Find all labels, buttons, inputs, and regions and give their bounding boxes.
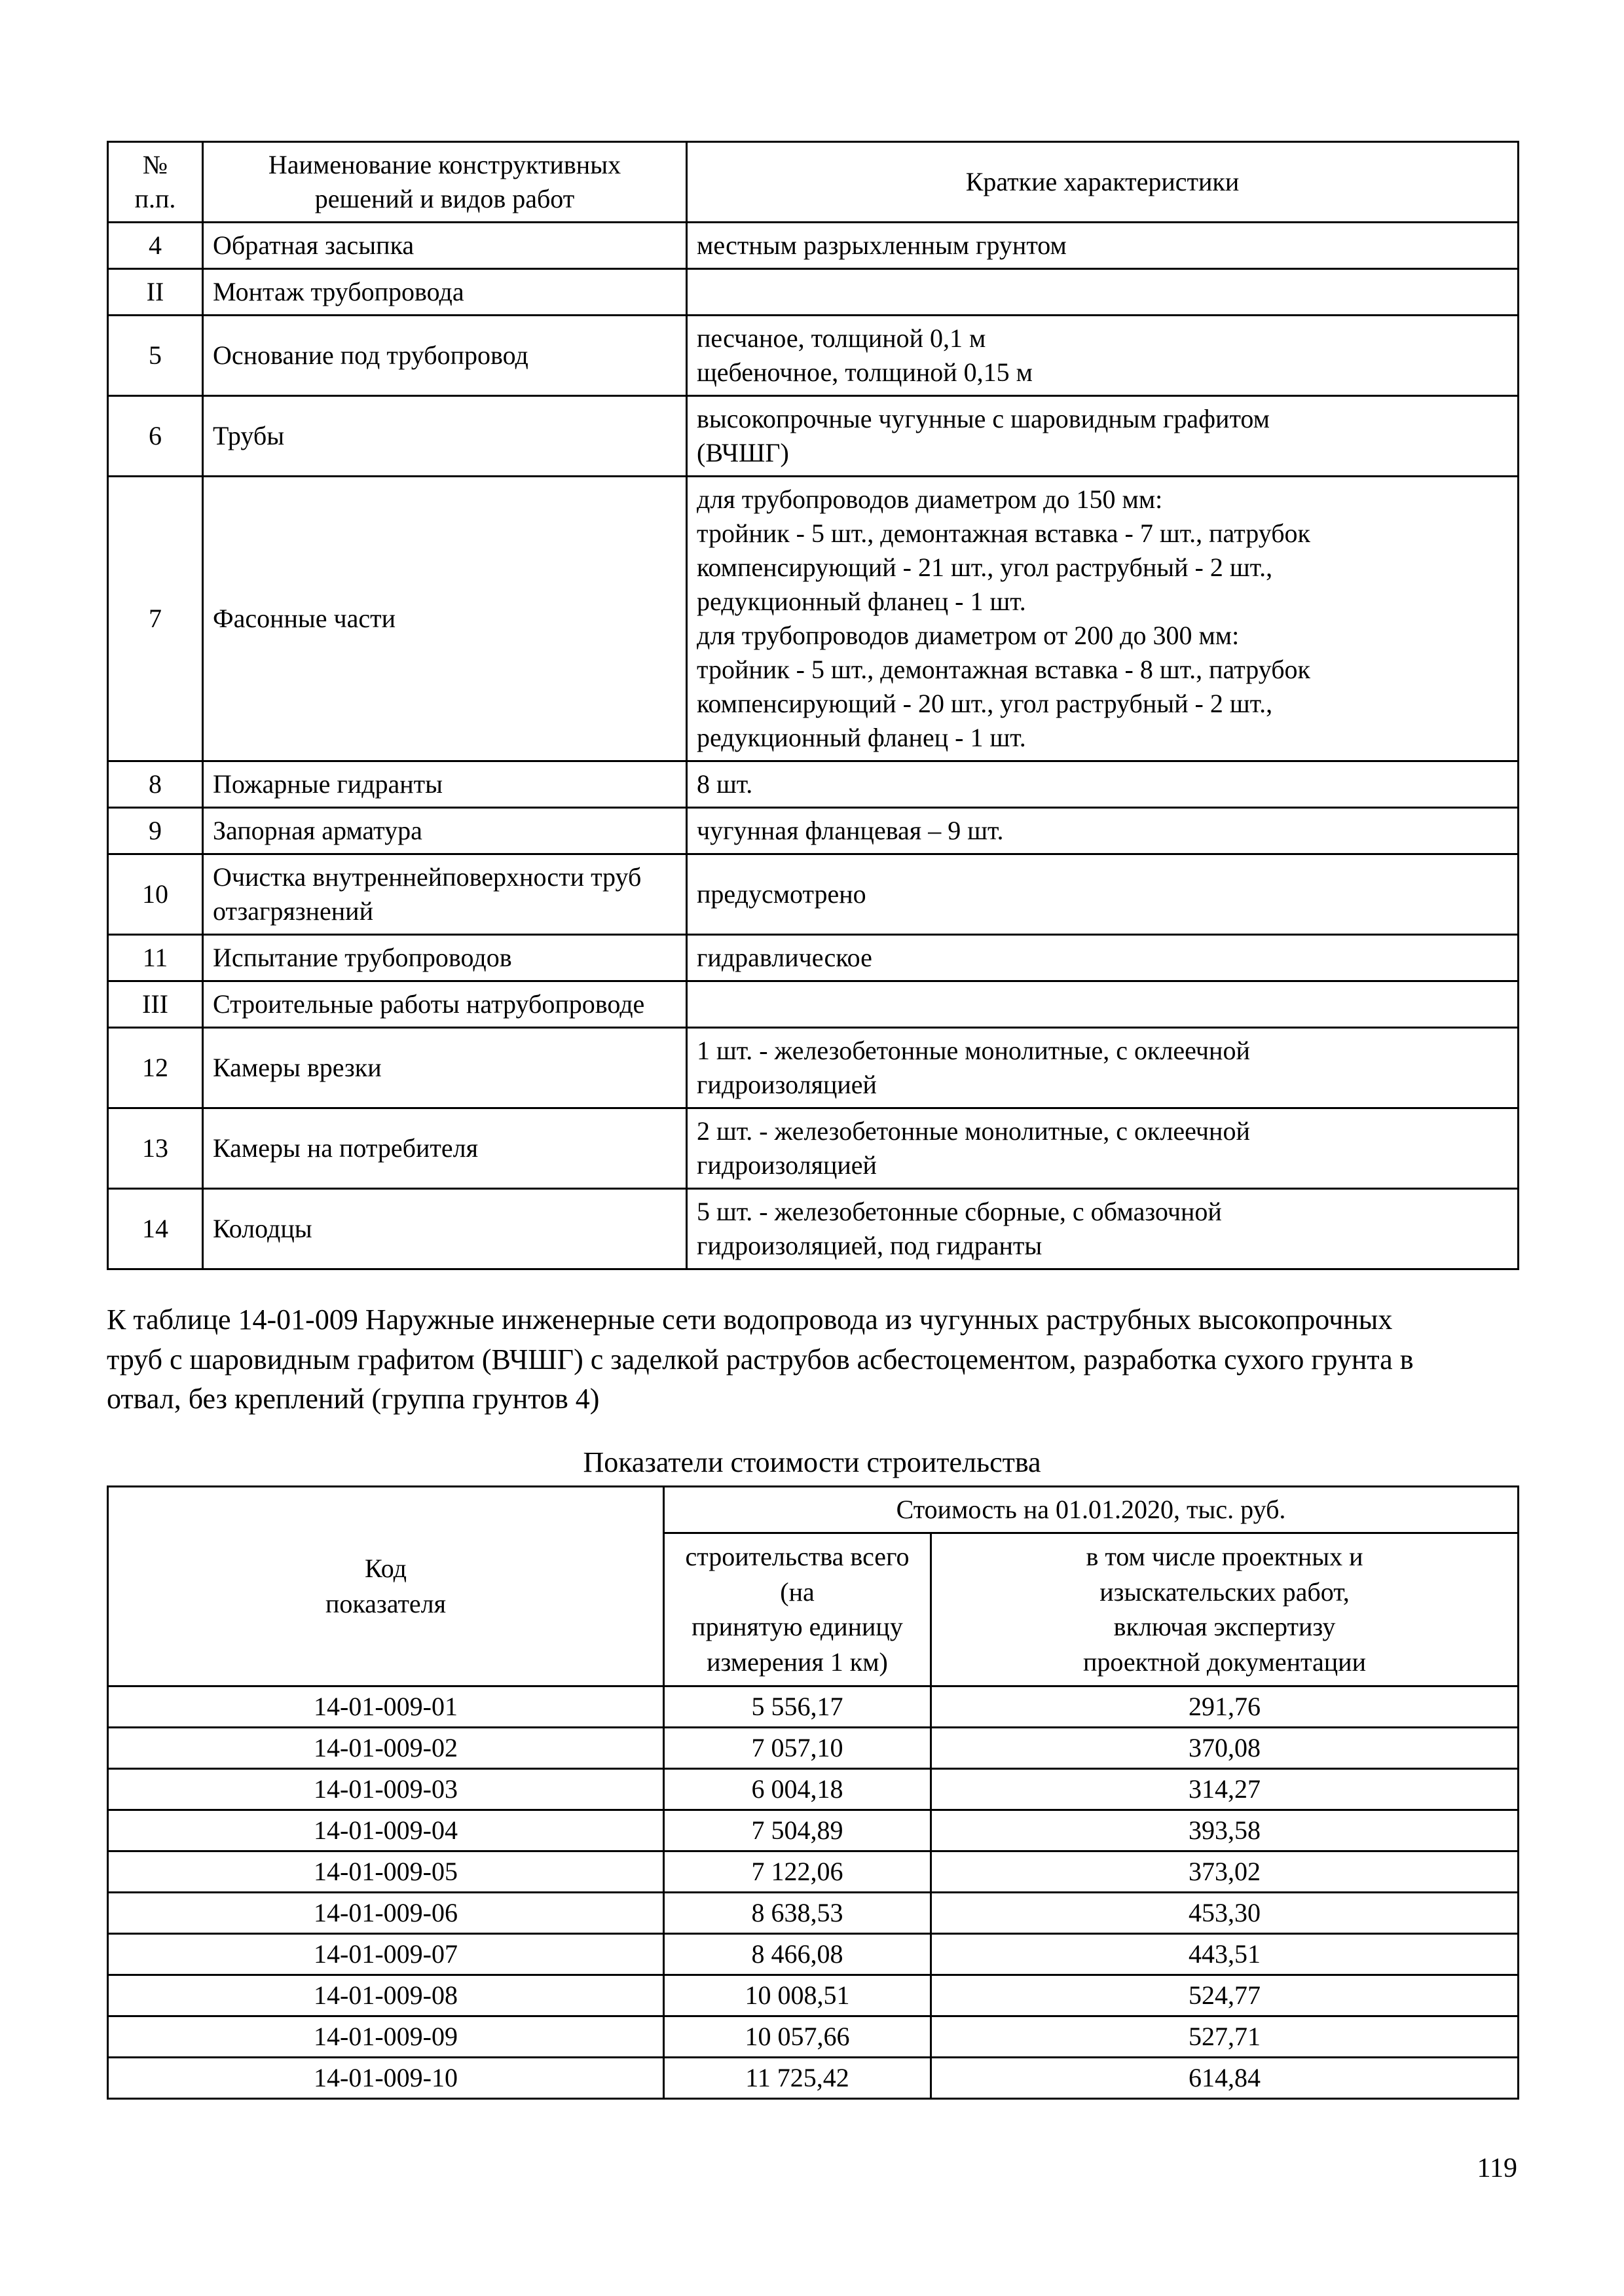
- column-header-included-line1: в том числе проектных и: [1086, 1542, 1363, 1572]
- cell-included-cost: 524,77: [931, 1975, 1519, 2016]
- cell-total-cost: 5 556,17: [664, 1686, 931, 1727]
- cost-indicators-table: [107, 1485, 1519, 2099]
- table-row: [108, 1686, 1519, 1727]
- table-row: [108, 1851, 1519, 1892]
- cell-name: [203, 981, 687, 1028]
- table-row: [108, 2057, 1519, 2098]
- cell-number: 4: [108, 223, 203, 269]
- column-header-cost-group: Стоимость на 01.01.2020, тыс. руб.: [664, 1487, 1519, 1533]
- cell-characteristics-line: для трубопроводов диаметром от 200 до 300 мм:: [697, 621, 1240, 650]
- cell-characteristics-line: редукционный фланец - 1 шт.: [697, 723, 1026, 752]
- cell-name: Основание под трубопровод: [203, 316, 687, 396]
- table-row: [108, 477, 1519, 761]
- page-content: [107, 141, 1517, 2100]
- cell-characteristics-line: (ВЧШГ): [697, 438, 789, 467]
- table-row: [108, 316, 1519, 396]
- cell-code: 14-01-009-07: [108, 1933, 664, 1975]
- cell-characteristics: [687, 269, 1519, 316]
- table-row: [108, 981, 1519, 1028]
- cell-name: Испытание трубопроводов: [203, 935, 687, 981]
- cell-name: Запорная арматура: [203, 808, 687, 854]
- cell-code: 14-01-009-09: [108, 2016, 664, 2057]
- cell-included-cost: 314,27: [931, 1768, 1519, 1810]
- cell-code: 14-01-009-05: [108, 1851, 664, 1892]
- cell-characteristics-line: компенсирующий - 21 шт., угол раструбный - 2 шт.,: [697, 553, 1273, 582]
- cell-characteristics-line: предусмотрено: [697, 879, 866, 909]
- cell-included-cost: 291,76: [931, 1686, 1519, 1727]
- cell-characteristics-line: 8 шт.: [697, 769, 753, 799]
- cell-name: Обратная засыпка: [203, 223, 687, 269]
- cell-characteristics: [687, 935, 1519, 981]
- cell-code: 14-01-009-10: [108, 2057, 664, 2098]
- column-header-code: [108, 1487, 664, 1686]
- cell-characteristics-line: для трубопроводов диаметром до 150 мм:: [697, 484, 1163, 514]
- table-row: [108, 1028, 1519, 1108]
- cell-included-cost: 614,84: [931, 2057, 1519, 2098]
- cost-table-header-row-group: [108, 1487, 1519, 1533]
- cell-name-line: Строительные работы на: [213, 989, 492, 1019]
- cell-total-cost: 10 057,66: [664, 2016, 931, 2057]
- cell-characteristics: [687, 981, 1519, 1028]
- cell-code: 14-01-009-01: [108, 1686, 664, 1727]
- cell-name: Камеры врезки: [203, 1028, 687, 1108]
- page-number: 119: [1477, 2153, 1517, 2183]
- cost-table-body: [108, 1686, 1519, 2098]
- cell-characteristics: [687, 1189, 1519, 1269]
- table-row: [108, 1727, 1519, 1768]
- cell-code: 14-01-009-06: [108, 1892, 664, 1933]
- cell-number: 7: [108, 477, 203, 761]
- table-body: [108, 223, 1519, 1269]
- cost-table-subtitle: Показатели стоимости строительства: [583, 1446, 1041, 1479]
- cell-included-cost: 393,58: [931, 1810, 1519, 1851]
- column-header-characteristics: Краткие характеристики: [687, 142, 1519, 223]
- cell-characteristics-line: тройник - 5 шт., демонтажная вставка - 7 шт., патрубок: [697, 519, 1310, 548]
- column-header-included-line3: включая экспертизу: [1113, 1612, 1336, 1642]
- construction-decisions-table: [107, 141, 1519, 1270]
- cell-name: Пожарные гидранты: [203, 761, 687, 808]
- cell-number: III: [108, 981, 203, 1028]
- reference-paragraph: К таблице 14-01-009 Наружные инженерные сети водопровода из чугунных раструбных высокопрочных труб с шаровидным графитом (ВЧШГ) с заделкой раструбов асбестоцементом, разработка сухого грунта в отвал, без креплений (группа грунтов 4): [107, 1303, 1414, 1415]
- column-header-name: [203, 142, 687, 223]
- column-header-number-line1: №: [142, 150, 168, 179]
- cell-characteristics-line: компенсирующий - 20 шт., угол раструбный - 2 шт.,: [697, 689, 1273, 718]
- column-header-name-line1: Наименование конструктивных: [268, 150, 621, 179]
- table-row: [108, 396, 1519, 477]
- cell-code: 14-01-009-04: [108, 1810, 664, 1851]
- cell-code: 14-01-009-08: [108, 1975, 664, 2016]
- table-row: [108, 854, 1519, 935]
- cell-characteristics: [687, 223, 1519, 269]
- table-row: [108, 761, 1519, 808]
- column-header-number: [108, 142, 203, 223]
- column-header-name-line2: решений и видов работ: [314, 184, 575, 213]
- cell-total-cost: 11 725,42: [664, 2057, 931, 2098]
- column-header-code-line2: показателя: [325, 1588, 447, 1618]
- cell-included-cost: 527,71: [931, 2016, 1519, 2057]
- column-header-code-line1: Код: [365, 1554, 407, 1584]
- cell-number: 10: [108, 854, 203, 935]
- cell-name-line: Очистка внутренней: [213, 862, 443, 892]
- cell-characteristics: [687, 808, 1519, 854]
- cell-name-line: трубопроводе: [491, 989, 645, 1019]
- cell-total-cost: 7 504,89: [664, 1810, 931, 1851]
- cell-name: Колодцы: [203, 1189, 687, 1269]
- cell-characteristics: [687, 477, 1519, 761]
- cell-number: 8: [108, 761, 203, 808]
- cell-characteristics-line: местным разрыхленным грунтом: [697, 230, 1067, 260]
- table-row: [108, 1933, 1519, 1975]
- cell-characteristics: [687, 1028, 1519, 1108]
- cell-characteristics-line: гидроизоляцией: [697, 1070, 877, 1099]
- table-header: [108, 142, 1519, 223]
- cell-number: 14: [108, 1189, 203, 1269]
- cell-name-line: загрязнений: [237, 896, 373, 926]
- table-header-row: [108, 142, 1519, 223]
- cell-name: Монтаж трубопровода: [203, 269, 687, 316]
- column-header-number-line2: п.п.: [134, 184, 176, 213]
- cell-characteristics-line: 2 шт. - железобетонные монолитные, с оклеечной: [697, 1116, 1250, 1146]
- cell-included-cost: 370,08: [931, 1727, 1519, 1768]
- cell-characteristics: [687, 396, 1519, 477]
- cell-total-cost: 7 122,06: [664, 1851, 931, 1892]
- cell-name-line: поверхности труб от: [213, 862, 642, 926]
- column-header-total-line1: строительства всего (на: [685, 1542, 910, 1607]
- cell-characteristics-line: 5 шт. - железобетонные сборные, с обмазочной: [697, 1197, 1222, 1226]
- cell-included-cost: 373,02: [931, 1851, 1519, 1892]
- cell-characteristics-line: чугунная фланцевая – 9 шт.: [697, 816, 1004, 845]
- column-header-total-line3: измерения 1 км): [707, 1647, 888, 1677]
- table-row: [108, 1975, 1519, 2016]
- cell-number: 6: [108, 396, 203, 477]
- cell-characteristics: [687, 316, 1519, 396]
- table-row: [108, 935, 1519, 981]
- column-header-total: [664, 1533, 931, 1686]
- cell-total-cost: 6 004,18: [664, 1768, 931, 1810]
- table-row: [108, 1768, 1519, 1810]
- table-row: [108, 2016, 1519, 2057]
- column-header-included-line4: проектной документации: [1083, 1647, 1366, 1677]
- cell-number: 12: [108, 1028, 203, 1108]
- cell-number: II: [108, 269, 203, 316]
- table-row: [108, 1108, 1519, 1189]
- cell-number: 5: [108, 316, 203, 396]
- cell-characteristics-line: высокопрочные чугунные с шаровидным графитом: [697, 404, 1270, 433]
- cell-total-cost: 8 638,53: [664, 1892, 931, 1933]
- cell-number: 9: [108, 808, 203, 854]
- table-row: [108, 1892, 1519, 1933]
- cost-table-header: [108, 1487, 1519, 1686]
- cell-name: Фасонные части: [203, 477, 687, 761]
- column-header-included: [931, 1533, 1519, 1686]
- cell-number: 11: [108, 935, 203, 981]
- cell-code: 14-01-009-02: [108, 1727, 664, 1768]
- cell-characteristics-line: редукционный фланец - 1 шт.: [697, 587, 1026, 616]
- cell-number: 13: [108, 1108, 203, 1189]
- cell-included-cost: 453,30: [931, 1892, 1519, 1933]
- cell-total-cost: 8 466,08: [664, 1933, 931, 1975]
- table-row: [108, 1810, 1519, 1851]
- cell-name: Камеры на потребителя: [203, 1108, 687, 1189]
- cell-characteristics-line: тройник - 5 шт., демонтажная вставка - 8 шт., патрубок: [697, 655, 1310, 684]
- table-row: [108, 223, 1519, 269]
- cell-characteristics-line: щебеночное, толщиной 0,15 м: [697, 357, 1033, 387]
- cell-characteristics: [687, 854, 1519, 935]
- table-row: [108, 1189, 1519, 1269]
- cell-name: [203, 854, 687, 935]
- cell-total-cost: 7 057,10: [664, 1727, 931, 1768]
- cell-characteristics-line: песчаное, толщиной 0,1 м: [697, 323, 986, 353]
- cell-characteristics: [687, 761, 1519, 808]
- cell-characteristics-line: гидравлическое: [697, 943, 872, 972]
- column-header-included-line2: изыскательских работ,: [1099, 1576, 1350, 1607]
- cell-total-cost: 10 008,51: [664, 1975, 931, 2016]
- column-header-total-line2: принятую единицу: [692, 1612, 903, 1642]
- cell-characteristics-line: гидроизоляцией, под гидранты: [697, 1231, 1043, 1260]
- cell-code: 14-01-009-03: [108, 1768, 664, 1810]
- table-row: [108, 808, 1519, 854]
- cell-characteristics: [687, 1108, 1519, 1189]
- table-row: [108, 269, 1519, 316]
- cell-characteristics-line: гидроизоляцией: [697, 1150, 877, 1180]
- cell-characteristics-line: 1 шт. - железобетонные монолитные, с оклеечной: [697, 1036, 1250, 1065]
- cell-name: Трубы: [203, 396, 687, 477]
- cell-included-cost: 443,51: [931, 1933, 1519, 1975]
